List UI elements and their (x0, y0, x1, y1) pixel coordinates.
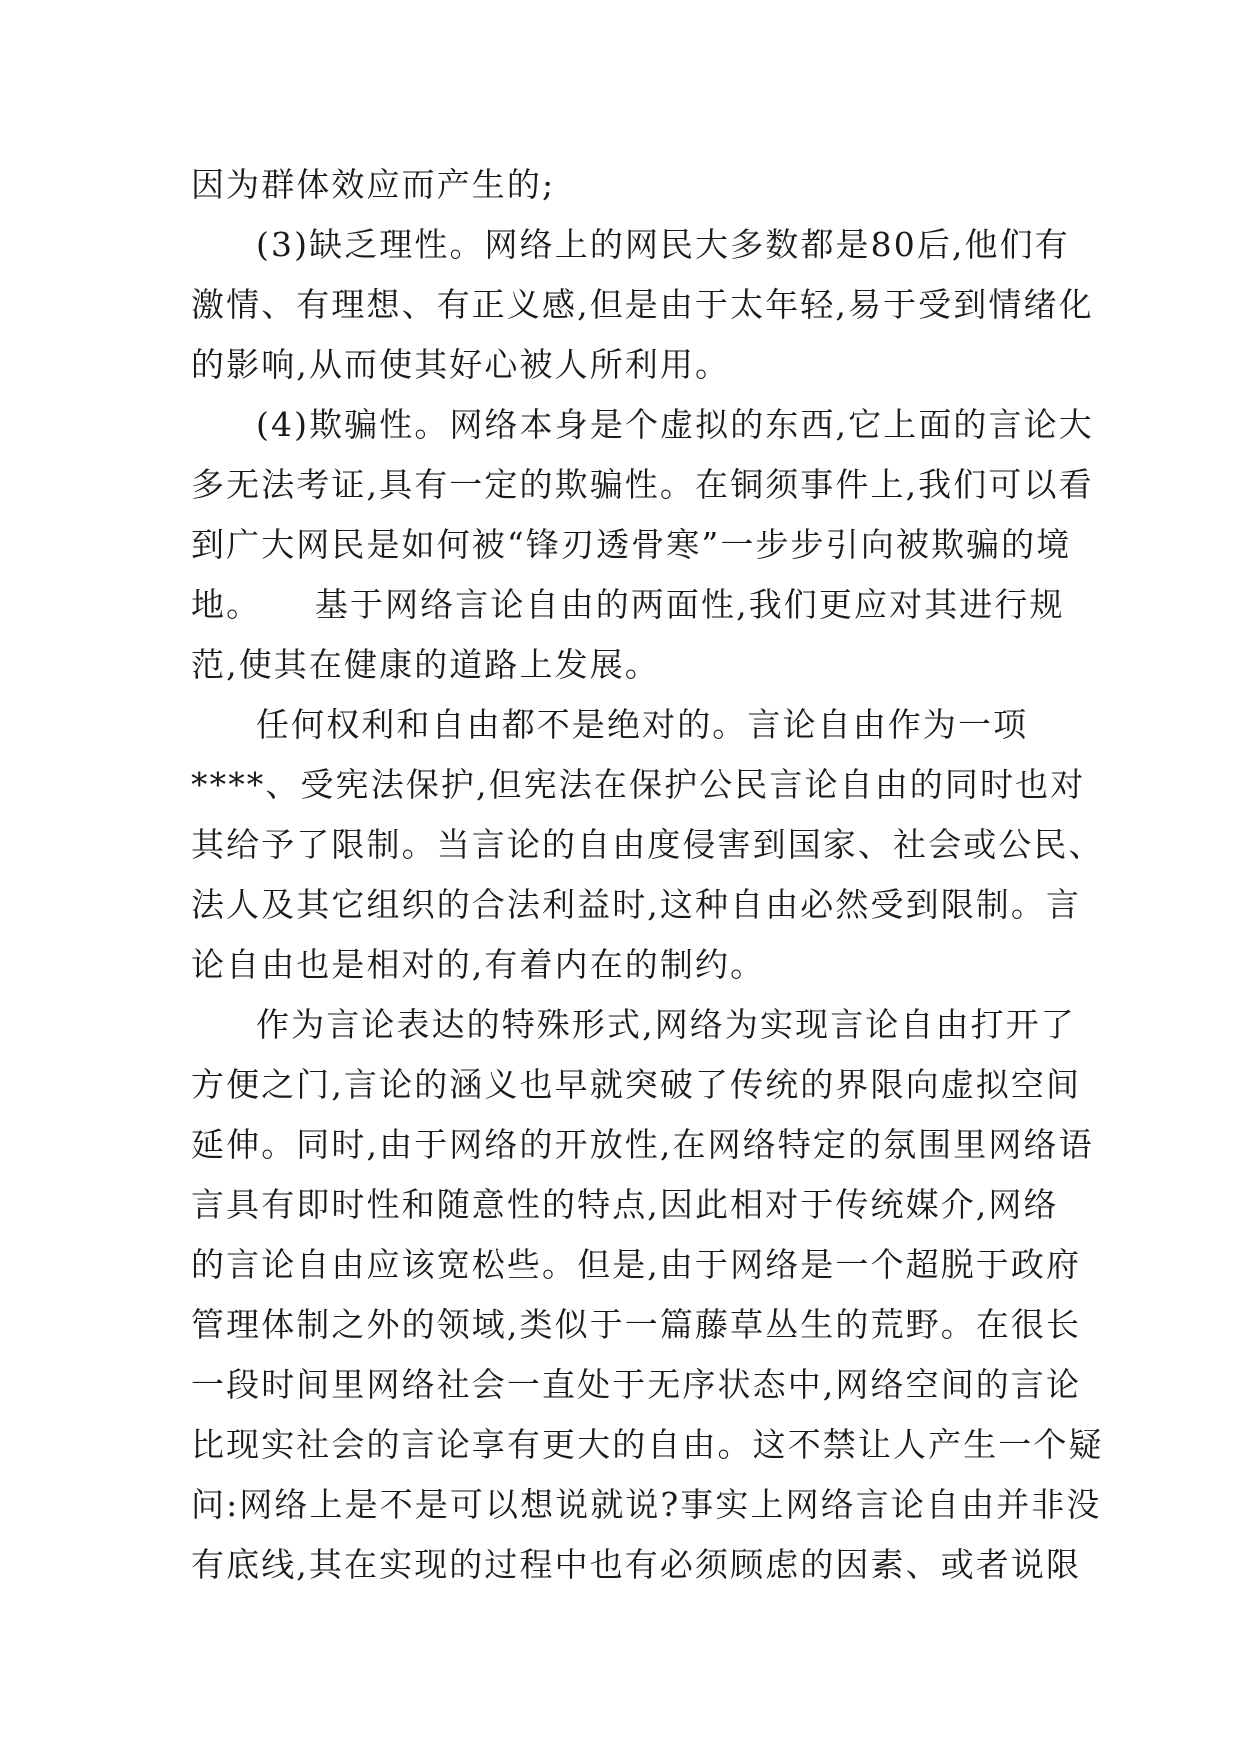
text-line: 的影响,从而使其好心被人所利用。 (191, 345, 731, 384)
text-line: 延伸。同时,由于网络的开放性,在网络特定的氛围里网络语 (191, 1125, 1094, 1164)
text-line: 法人及其它组织的合法利益时,这种自由必然受到限制。言 (191, 885, 1082, 924)
text-line: ****、受宪法保护,但宪法在保护公民言论自由的同时也对 (191, 765, 1086, 804)
text-line: 作为言论表达的特殊形式,网络为实现言论自由打开了 (256, 1005, 1076, 1044)
text-line: 到广大网民是如何被“锋刃透骨寒”一步步引向被欺骗的境 (191, 525, 1072, 564)
text-line: 多无法考证,具有一定的欺骗性。在铜须事件上,我们可以看 (191, 465, 1094, 504)
text-line: 其给予了限制。当言论的自由度侵害到国家、社会或公民、 (191, 825, 1104, 864)
text-line: 因为群体效应而产生的; (191, 165, 556, 204)
text-line: 管理体制之外的领域,类似于一篇藤草丛生的荒野。在很长 (191, 1305, 1082, 1344)
text-line: 一段时间里网络社会一直处于无序状态中,网络空间的言论 (191, 1365, 1082, 1404)
text-line: 激情、有理想、有正义感,但是由于太年轻,易于受到情绪化 (191, 285, 1094, 324)
text-line: 任何权利和自由都不是绝对的。言论自由作为一项 (256, 705, 1029, 744)
text-line: 问:网络上是不是可以想说就说?事实上网络言论自由并非没 (191, 1485, 1102, 1524)
text-line: 的言论自由应该宽松些。但是,由于网络是一个超脱于政府 (191, 1245, 1082, 1284)
text-line: 言具有即时性和随意性的特点,因此相对于传统媒介,网络 (191, 1185, 1059, 1224)
text-line: 有底线,其在实现的过程中也有必须顾虑的因素、或者说限 (191, 1545, 1082, 1584)
text-line: 论自由也是相对的,有着内在的制约。 (191, 945, 766, 984)
text-line: 范,使其在健康的道路上发展。 (191, 645, 660, 684)
text-line: (3)缺乏理性。网络上的网民大多数都是80后,他们有 (256, 225, 1070, 264)
text-line: 比现实社会的言论享有更大的自由。这不禁让人产生一个疑 (191, 1425, 1104, 1464)
text-line: 方便之门,言论的涵义也早就突破了传统的界限向虚拟空间 (191, 1065, 1082, 1104)
text-line: (4)欺骗性。网络本身是个虚拟的东西,它上面的言论大 (256, 405, 1094, 444)
text-line: 地。 基于网络言论自由的两面性,我们更应对其进行规 (191, 585, 1065, 624)
